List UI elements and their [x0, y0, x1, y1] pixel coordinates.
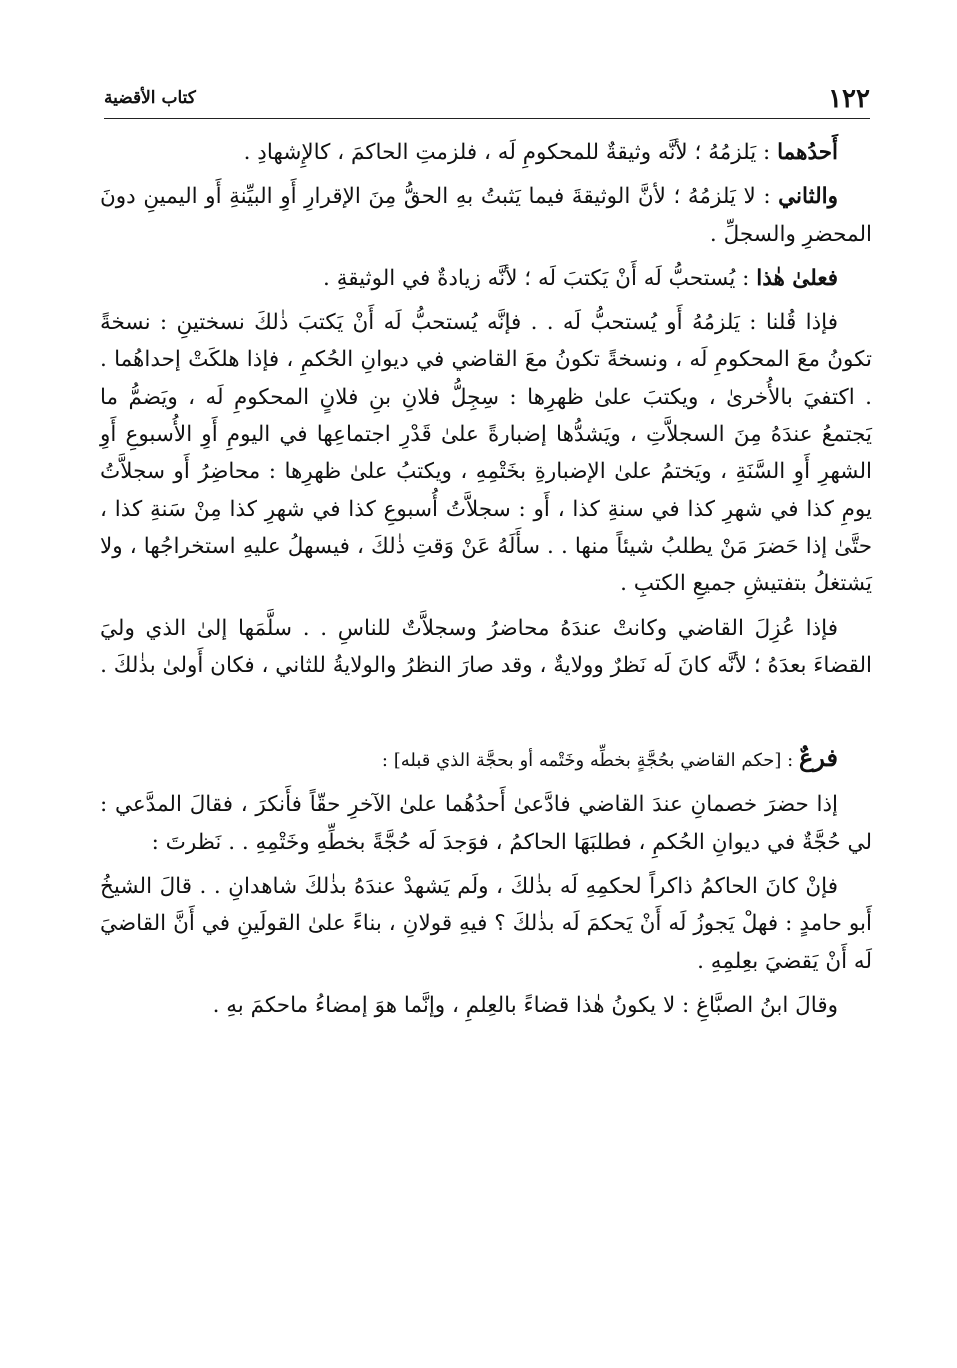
- paragraph-lead: فعلىٰ هٰذا: [756, 265, 838, 291]
- branch-heading: [100, 739, 872, 779]
- paragraph-text: فإذا عُزِلَ القاضي وكانتْ عندَهُ محاضرُ وسجلاَّتٌ للناسِ . . سلَّمَها إلىٰ الذي وليَ القضاءَ بعدَهُ ؛ لأنَّه كانَ لَه نَظرٌ وولايةٌ ، وقد صارَ النظرُ والولايةُ للثاني ، فكان أَولىٰ بذٰلكَ .: [100, 615, 872, 678]
- branch-lead: فرعٌ: [798, 743, 838, 773]
- paragraph-judge-remembers: [100, 868, 872, 980]
- paragraph-text: : يَلزمُهُ ؛ لأنَّه وثيقةٌ للمحكومِ لَه ، فلزمتِ الحاكمَ ، كالإِشهادِ .: [243, 140, 778, 165]
- paragraph-consequence: [100, 260, 872, 297]
- paragraph-text: وقالَ ابنُ الصبَّاغِ : لا يكونُ هٰذا قضاءً بالعِلمِ ، وإنَّما هوَ إمضاءُ ماحكمَ بهِ .: [212, 992, 838, 1018]
- paragraph-text: : لا يَلزمُهُ ؛ لأنَّ الوثيقةَ فيما يَثبتُ بهِ الحقُّ مِنَ الإقرارِ أَوِ البيِّنةِ أَو اليمينِ دونَ المحضرِ والسجلِّ .: [100, 184, 872, 247]
- paragraph-two-litigants: [100, 786, 872, 861]
- paragraph-dismissal: [100, 610, 872, 685]
- paragraph-two-copies: [100, 304, 872, 602]
- page-number: ١٢٢: [828, 84, 870, 114]
- branch-title: : [حكم القاضي بحُجَّةٍ بخطِّه وخَتْمه أو بحجَّة الذي قبله] :: [381, 750, 799, 772]
- paragraph-lead: أَحدُهما: [777, 140, 838, 165]
- running-title: كتاب الأقضية: [104, 88, 196, 108]
- paragraph-text: فإنْ كانَ الحاكمُ ذاكراً لحكمِهِ لَه بذٰلكَ ، ولَم يَشهدْ عندَهُ بذٰلكَ شاهدانِ . . قالَ الشيخُ أَبو حامدٍ : فهلْ يَجوزُ لَه أَنْ يَحكمَ لَه بذٰلكَ ؟ فيهِ قولانِ ، بناءً علىٰ القولَينِ في أَنَّ القاضيَ لَه أَنْ يَقضيَ بعِلمِهِ .: [100, 874, 872, 974]
- paragraph-first-opinion: [100, 134, 872, 171]
- paragraph-ibn-al-sabbagh: [100, 987, 872, 1024]
- paragraph-lead: والثاني: [778, 184, 838, 210]
- paragraph-text: إذا حضرَ خصمانِ عندَ القاضي فادَّعىٰ أَحدُهُما علىٰ الآخرِ حقّاً فأَنكرَ ، فقالَ المدَّعي : لي حُجَّةٌ في ديوانِ الحُكمِ ، فطلبَهَا الحاكمُ ، فوَجدَ لَه حُجَّةً بخطِّهِ وخَتْمِهِ . . نَظرتَ :: [100, 792, 872, 855]
- section-gap: [100, 691, 872, 739]
- paragraph-text: فإذا قُلنا : يَلزمُهُ أَو يُستحبُّ لَه . . فإنَّه يُستحبُّ لَه أَنْ يَكتبَ ذٰلكَ نسختينِ : نسخةً تكونُ معَ المحكومِ لَه ، ونسخةً تكونُ معَ القاضي في ديوانِ الحُكمِ ، فإذا هلكَتْ إحداهُما . . اكتفيَ بالأُخرىٰ ، ويكتبَ علىٰ ظهرِها : سِجِلُّ فلانِ بنِ فلانٍ المحكومِ لَه ، ويَضمُّ ما يَجتمعُ عندَهُ مِنَ السجلاَّتِ ، ويَشدُّها إضبارةً علىٰ قَدْرِ اجتماعِها في اليومِ أَوِ الأُسبوعِ أَوِ الشهرِ أَوِ السَّنَةِ ، ويَختمُ علىٰ الإضبارةِ بخَتْمِهِ ، ويكتبُ علىٰ ظهرِها : محاضِرُ أَو سجلاَّتُ يومِ كذا في شهرِ كذا في سنةِ كذا ، أَو : سجلاَّتُ أُسبوعِ كذا في شهرِ كذا مِنْ سَنةِ كذا ، حتَّىٰ إذا حَضرَ مَنْ يطلبُ شيئاً منها . . سأَلَهُ عَنْ وَقتِ ذٰلكَ ، فيسهلُ عليهِ استخراجُها ، ولا يَشتغلُ بتفتيشِ جميعِ الكتبِ .: [100, 310, 872, 597]
- paragraph-text: : يُستحبُّ لَه أَنْ يَكتبَ لَه ؛ لأنَّه زيادةٌ في الوثيقةِ .: [323, 265, 757, 291]
- body-text: [100, 134, 872, 1031]
- paragraph-second-opinion: [100, 178, 872, 253]
- page-header: [104, 82, 870, 119]
